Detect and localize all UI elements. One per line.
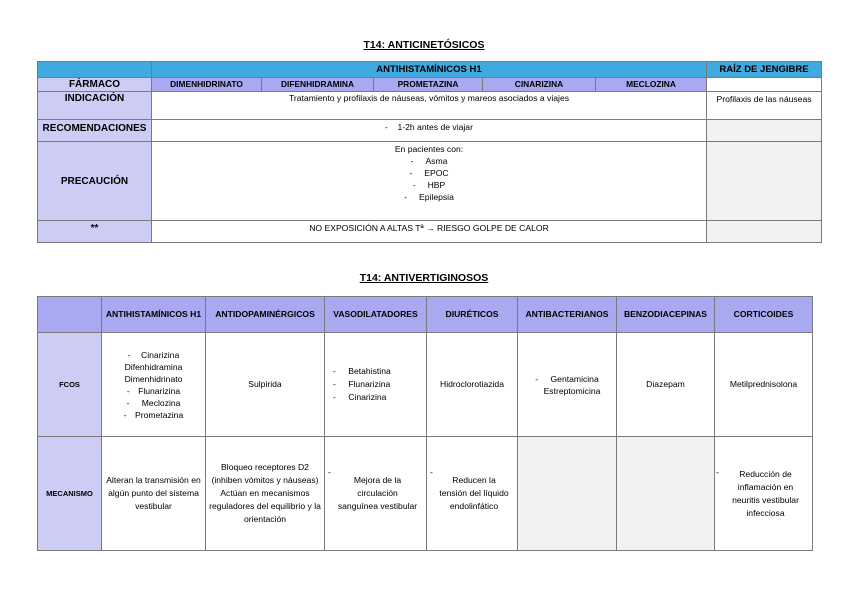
- ginger-drug-cell: [707, 78, 822, 92]
- fcos-diureticos: Hidroclorotiazida: [427, 333, 518, 437]
- drug-header: DIFENHIDRAMINA: [262, 78, 374, 92]
- farmaco-label: FÁRMACO: [38, 78, 152, 92]
- precaucion-intro: En pacientes con:: [394, 144, 464, 154]
- group-header-antihistaminicos: ANTIHISTAMÍNICOS H1: [152, 62, 707, 78]
- mecanismo-corticoides: - Reducción de inflamación en neuritis vestibular infecciosa: [715, 437, 813, 551]
- recomendaciones-text: - 1-2h antes de viajar: [152, 120, 707, 142]
- mecanismo-antihistaminicos: Alteran la transmisión en algún punto del sistema vestibular: [102, 437, 206, 551]
- fcos-item: - Prometazina: [123, 409, 184, 420]
- ginger-star: [707, 221, 822, 243]
- fcos-antidopaminergicos: Sulpirida: [206, 333, 325, 437]
- col-header-antihistaminicos: ANTIHISTAMÍNICOS H1: [102, 297, 206, 333]
- precaucion-cell: [152, 142, 707, 221]
- fcos-antibacterianos: [518, 333, 617, 437]
- star-text: NO EXPOSICIÓN A ALTAS Tª → RIESGO GOLPE DE CALOR: [152, 221, 707, 243]
- fcos-item: - Cinarizina: [127, 349, 180, 360]
- mecanismo-vasodilatadores: - Mejora de la circulación sanguínea vestibular: [325, 437, 427, 551]
- fcos-item: - Betahistina: [333, 366, 391, 376]
- corner-cell: [38, 62, 152, 78]
- fcos-item: - Meclozina: [126, 397, 181, 408]
- mecanismo-antidop-line1: Bloqueo receptores D2 (inhiben vómitos y náuseas): [211, 462, 319, 485]
- fcos-item: Dimenhidrinato: [124, 373, 183, 384]
- fcos-antihistaminicos: [102, 333, 206, 437]
- fcos-item: Difenhidramina: [124, 361, 183, 372]
- fcos-vasodilatadores: [325, 333, 427, 437]
- anticinetosicos-table: [37, 61, 822, 243]
- mecanismo-antidop-line2: Actúan en mecanismos reguladores del equilibrio y la orientación: [209, 488, 321, 524]
- drug-header: MECLOZINA: [596, 78, 707, 92]
- fcos-item: - Gentamicina: [535, 373, 599, 384]
- fcos-item: Estreptomicina: [543, 385, 601, 396]
- col-header-antibacterianos: ANTIBACTERIANOS: [518, 297, 617, 333]
- recomendaciones-label: RECOMENDACIONES: [38, 120, 152, 142]
- mecanismo-diureticos: - Reducen la tensión del líquido endolinfático: [427, 437, 518, 551]
- precaucion-label: PRECAUCIÓN: [38, 142, 152, 221]
- indicacion-text: Tratamiento y profilaxis de náuseas, vómitos y mareos asociados a viajes: [152, 92, 707, 120]
- fcos-item: - Cinarizina: [333, 392, 387, 402]
- col-header-benzodiacepinas: BENZODIACEPINAS: [617, 297, 715, 333]
- col-header-vasodilatadores: VASODILATADORES: [325, 297, 427, 333]
- col-header-corticoides: CORTICOIDES: [715, 297, 813, 333]
- fcos-corticoides: Metilprednisolona: [715, 333, 813, 437]
- ginger-header: RAÍZ DE JENGIBRE: [707, 62, 822, 78]
- mecanismo-antibacterianos: [518, 437, 617, 551]
- fcos-benzodiacepinas: Diazepam: [617, 333, 715, 437]
- precaucion-item: - EPOC: [409, 168, 449, 178]
- col-header-diureticos: DIURÉTICOS: [427, 297, 518, 333]
- drug-header: CINARIZINA: [483, 78, 596, 92]
- ginger-precaucion: [707, 142, 822, 221]
- fcos-item: - Flunarizina: [126, 385, 181, 396]
- precaucion-item: - Epilepsia: [404, 192, 454, 202]
- precaucion-item: - HBP: [412, 180, 446, 190]
- antivertiginosos-table: [37, 296, 813, 551]
- mecanismo-antidopaminergicos: [206, 437, 325, 551]
- indicacion-label: INDICACIÓN: [38, 92, 152, 120]
- ginger-recomendaciones: [707, 120, 822, 142]
- drug-header: DIMENHIDRINATO: [152, 78, 262, 92]
- table1-title: T14: ANTICINETÓSICOS: [363, 39, 485, 51]
- table2-title: T14: ANTIVERTIGINOSOS: [359, 272, 489, 284]
- col-header-antidopaminergicos: ANTIDOPAMINÉRGICOS: [206, 297, 325, 333]
- fcos-label: FCOS: [38, 333, 102, 437]
- ginger-indicacion: Profilaxis de las náuseas: [707, 92, 822, 120]
- mecanismo-label: MECANISMO: [38, 437, 102, 551]
- precaucion-item: - Asma: [410, 156, 448, 166]
- fcos-item: - Flunarizina: [333, 379, 391, 389]
- drug-header: PROMETAZINA: [374, 78, 483, 92]
- mecanismo-benzodiacepinas: [617, 437, 715, 551]
- corner-cell: [38, 297, 102, 333]
- star-label: **: [38, 221, 152, 243]
